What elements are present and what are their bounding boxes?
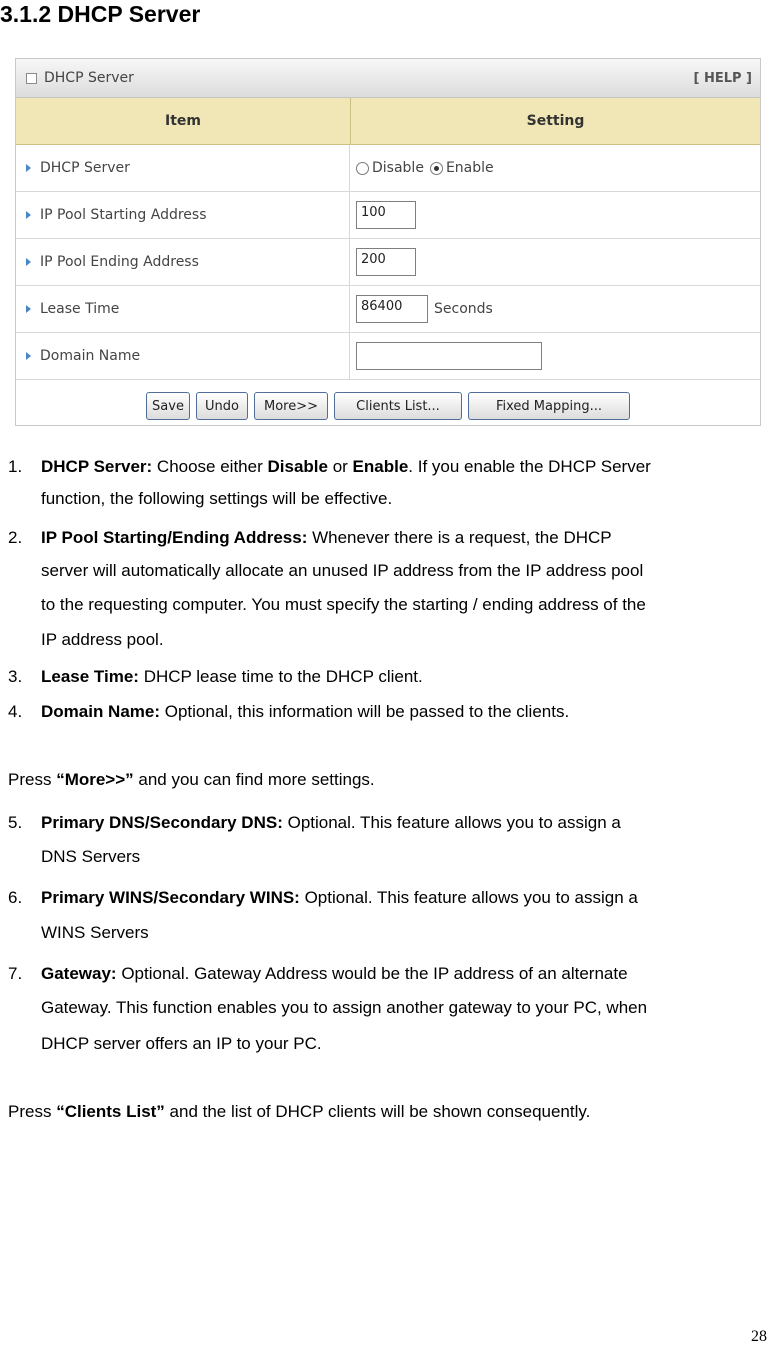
row-label: Lease Time: [40, 301, 120, 317]
list-item-text: function, the following settings will be effective.: [41, 489, 393, 508]
arrow-right-icon: [26, 258, 31, 266]
row-lease-time: [16, 286, 760, 333]
panel-square-icon: [26, 73, 37, 84]
save-button[interactable]: Save: [146, 392, 190, 420]
list-item-text: to the requesting computer. You must specify the starting / ending address of the: [41, 595, 646, 614]
press-more-paragraph: Press “More>>” and you can find more settings.: [8, 770, 375, 789]
list-item-text: IP address pool.: [41, 630, 164, 649]
ip-pool-end-input[interactable]: 200: [356, 248, 416, 276]
arrow-right-icon: [26, 164, 31, 172]
column-header-item: Item: [16, 98, 351, 144]
domain-name-input[interactable]: [356, 342, 542, 370]
more-button[interactable]: More>>: [254, 392, 328, 420]
list-item-text: DHCP Server: Choose either Disable or Enable. If you enable the DHCP Server: [41, 457, 651, 476]
list-item-text: Lease Time: DHCP lease time to the DHCP client.: [41, 667, 423, 686]
list-item-text: Gateway: Optional. Gateway Address would be the IP address of an alternate: [41, 964, 628, 983]
row-label: DHCP Server: [40, 160, 130, 176]
panel-title: DHCP Server: [44, 70, 134, 86]
list-item-text: IP Pool Starting/Ending Address: Whenever there is a request, the DHCP: [41, 528, 612, 547]
list-number: 5.: [8, 813, 23, 832]
row-label: Domain Name: [40, 348, 141, 364]
column-header-setting: Setting: [526, 113, 585, 129]
enable-radio-label: Enable: [445, 160, 494, 176]
list-item-text: Primary WINS/Secondary WINS: Optional. This feature allows you to assign a: [41, 888, 638, 907]
list-item-text: Domain Name: Optional, this information will be passed to the clients.: [41, 702, 570, 721]
panel-header: [16, 59, 760, 98]
dhcp-server-panel: [15, 58, 761, 426]
lease-time-unit: Seconds: [434, 301, 493, 317]
undo-button[interactable]: Undo: [196, 392, 248, 420]
lease-time-input[interactable]: 86400: [356, 295, 428, 323]
help-link[interactable]: [ HELP ]: [693, 70, 752, 86]
ip-pool-start-input[interactable]: 100: [356, 201, 416, 229]
section-heading: 3.1.2 DHCP Server: [0, 1, 201, 27]
row-domain-name: [16, 333, 760, 380]
list-item-text: DNS Servers: [41, 847, 141, 866]
row-label: IP Pool Ending Address: [40, 254, 199, 270]
fixed-mapping-button[interactable]: Fixed Mapping...: [468, 392, 630, 420]
list-item-text: DHCP server offers an IP to your PC.: [41, 1034, 322, 1053]
disable-radio-label: Disable: [372, 160, 424, 176]
list-number: 4.: [8, 702, 23, 721]
arrow-right-icon: [26, 305, 31, 313]
list-item-text: WINS Servers: [41, 923, 149, 942]
list-number: 3.: [8, 667, 23, 686]
list-number: 1.: [8, 457, 23, 476]
row-ip-pool-end: [16, 239, 760, 286]
list-number: 7.: [8, 964, 23, 983]
list-item-text: server will automatically allocate an unused IP address from the IP address pool: [41, 561, 644, 580]
list-number: 6.: [8, 888, 23, 907]
clients-list-button[interactable]: Clients List...: [334, 392, 462, 420]
arrow-right-icon: [26, 352, 31, 360]
disable-radio[interactable]: [356, 162, 369, 175]
list-number: 2.: [8, 528, 23, 547]
row-label: IP Pool Starting Address: [40, 207, 207, 223]
row-ip-pool-start: [16, 192, 760, 239]
button-bar: [16, 380, 760, 432]
press-clients-paragraph: Press “Clients List” and the list of DHCP clients will be shown consequently.: [8, 1102, 591, 1121]
table-header: [16, 98, 760, 145]
arrow-right-icon: [26, 211, 31, 219]
list-item-text: Primary DNS/Secondary DNS: Optional. This feature allows you to assign a: [41, 813, 621, 832]
list-item-text: Gateway. This function enables you to assign another gateway to your PC, when: [41, 998, 648, 1017]
enable-radio[interactable]: [430, 162, 443, 175]
page-number: 28: [751, 1328, 767, 1345]
row-dhcp-server: [16, 145, 760, 192]
